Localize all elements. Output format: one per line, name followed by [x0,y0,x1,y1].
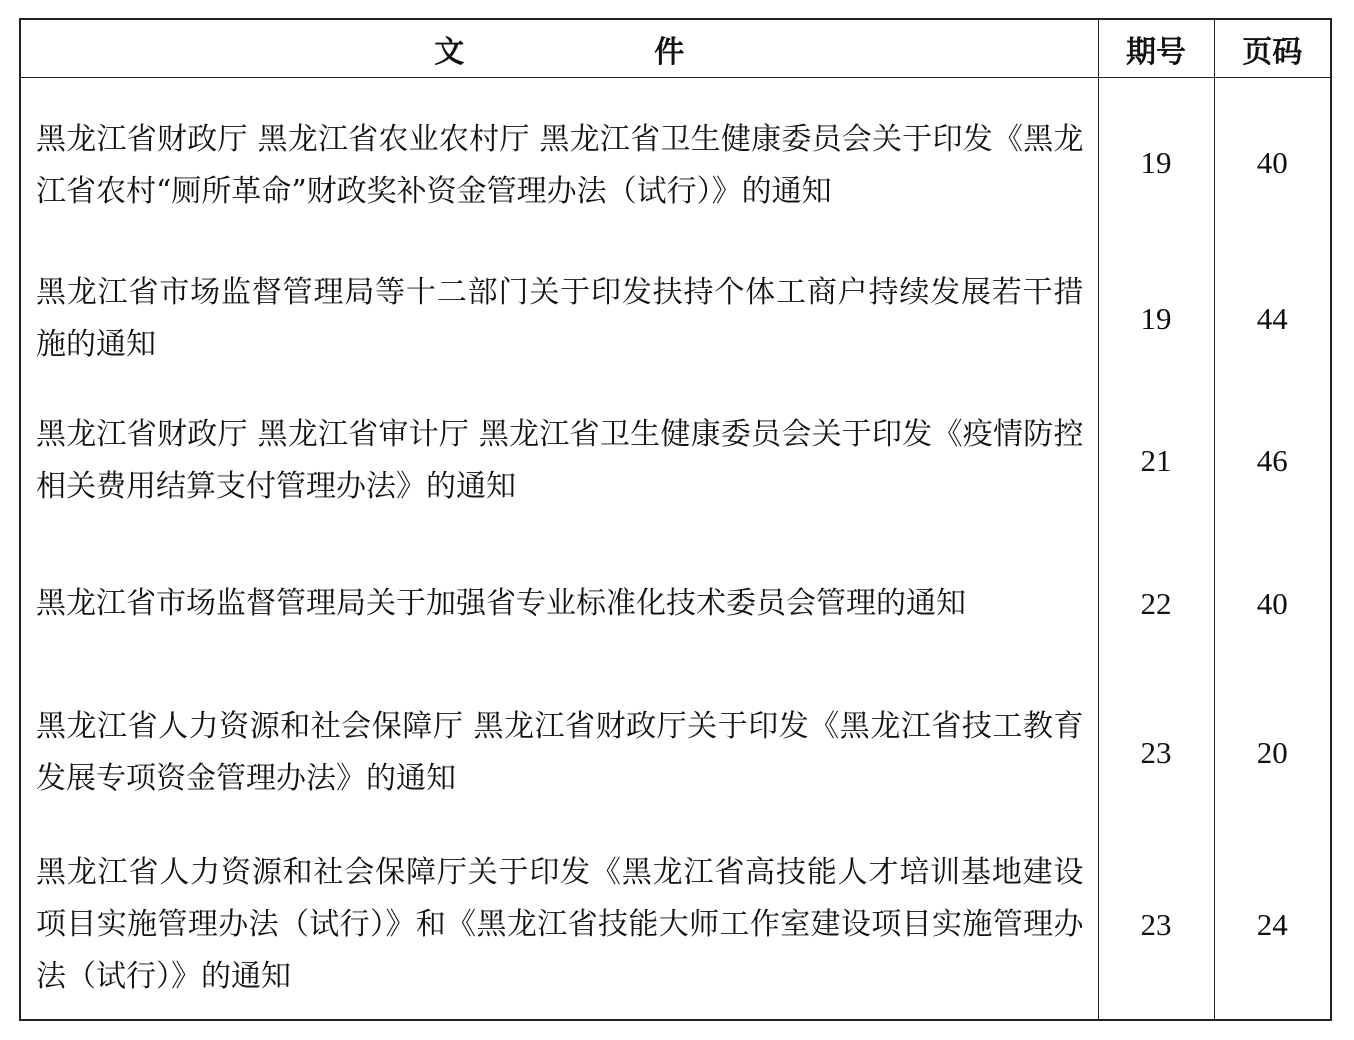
document-index-table [19,18,1332,1021]
header-document [20,19,1098,78]
page-number: 40 [1256,585,1288,621]
table-row [20,832,1331,1020]
page-number: 46 [1256,443,1288,478]
document-title: 黑龙江省财政厅 黑龙江省农业农村厅 黑龙江省卫生健康委员会关于印发《黑龙江省农村“厕所革命”财政奖补资金管理办法（试行）》的通知 [20,78,1098,249]
issue-number: 23 [1098,674,1214,832]
page-number: 24 [1256,907,1288,942]
table-row [20,534,1331,674]
document-title: 黑龙江省财政厅 黑龙江省审计厅 黑龙江省卫生健康委员会关于印发《疫情防控相关费用结算支付管理办法》的通知 [20,389,1098,534]
header-document-char-1: 文 [434,34,465,70]
page-number: 20 [1256,734,1288,770]
issue-number: 21 [1098,389,1214,534]
table-header-row [20,19,1331,78]
page-number: 40 [1256,145,1288,181]
document-title: 黑龙江省人力资源和社会保障厅关于印发《黑龙江省高技能人才培训基地建设项目实施管理办法（试行）》和《黑龙江省技能大师工作室建设项目实施管理办法（试行）》的通知 [20,832,1098,1020]
document-title: 黑龙江省市场监督管理局等十二部门关于印发扶持个体工商户持续发展若干措施的通知 [20,249,1098,389]
document-title: 黑龙江省人力资源和社会保障厅 黑龙江省财政厅关于印发《黑龙江省技工教育发展专项资金管理办法》的通知 [20,674,1098,832]
header-document-char-2: 件 [654,34,685,70]
issue-number: 19 [1098,249,1214,389]
table-row [20,389,1331,534]
document-title: 黑龙江省市场监督管理局关于加强省专业标准化技术委员会管理的通知 [20,534,1098,674]
issue-number: 22 [1098,534,1214,674]
header-page: 页码 [1214,19,1331,78]
issue-number: 23 [1098,832,1214,1020]
table-row [20,249,1331,389]
issue-number: 19 [1098,78,1214,249]
table-row [20,78,1331,249]
page-number: 44 [1256,300,1288,336]
table-row [20,674,1331,832]
header-issue: 期号 [1098,19,1214,78]
